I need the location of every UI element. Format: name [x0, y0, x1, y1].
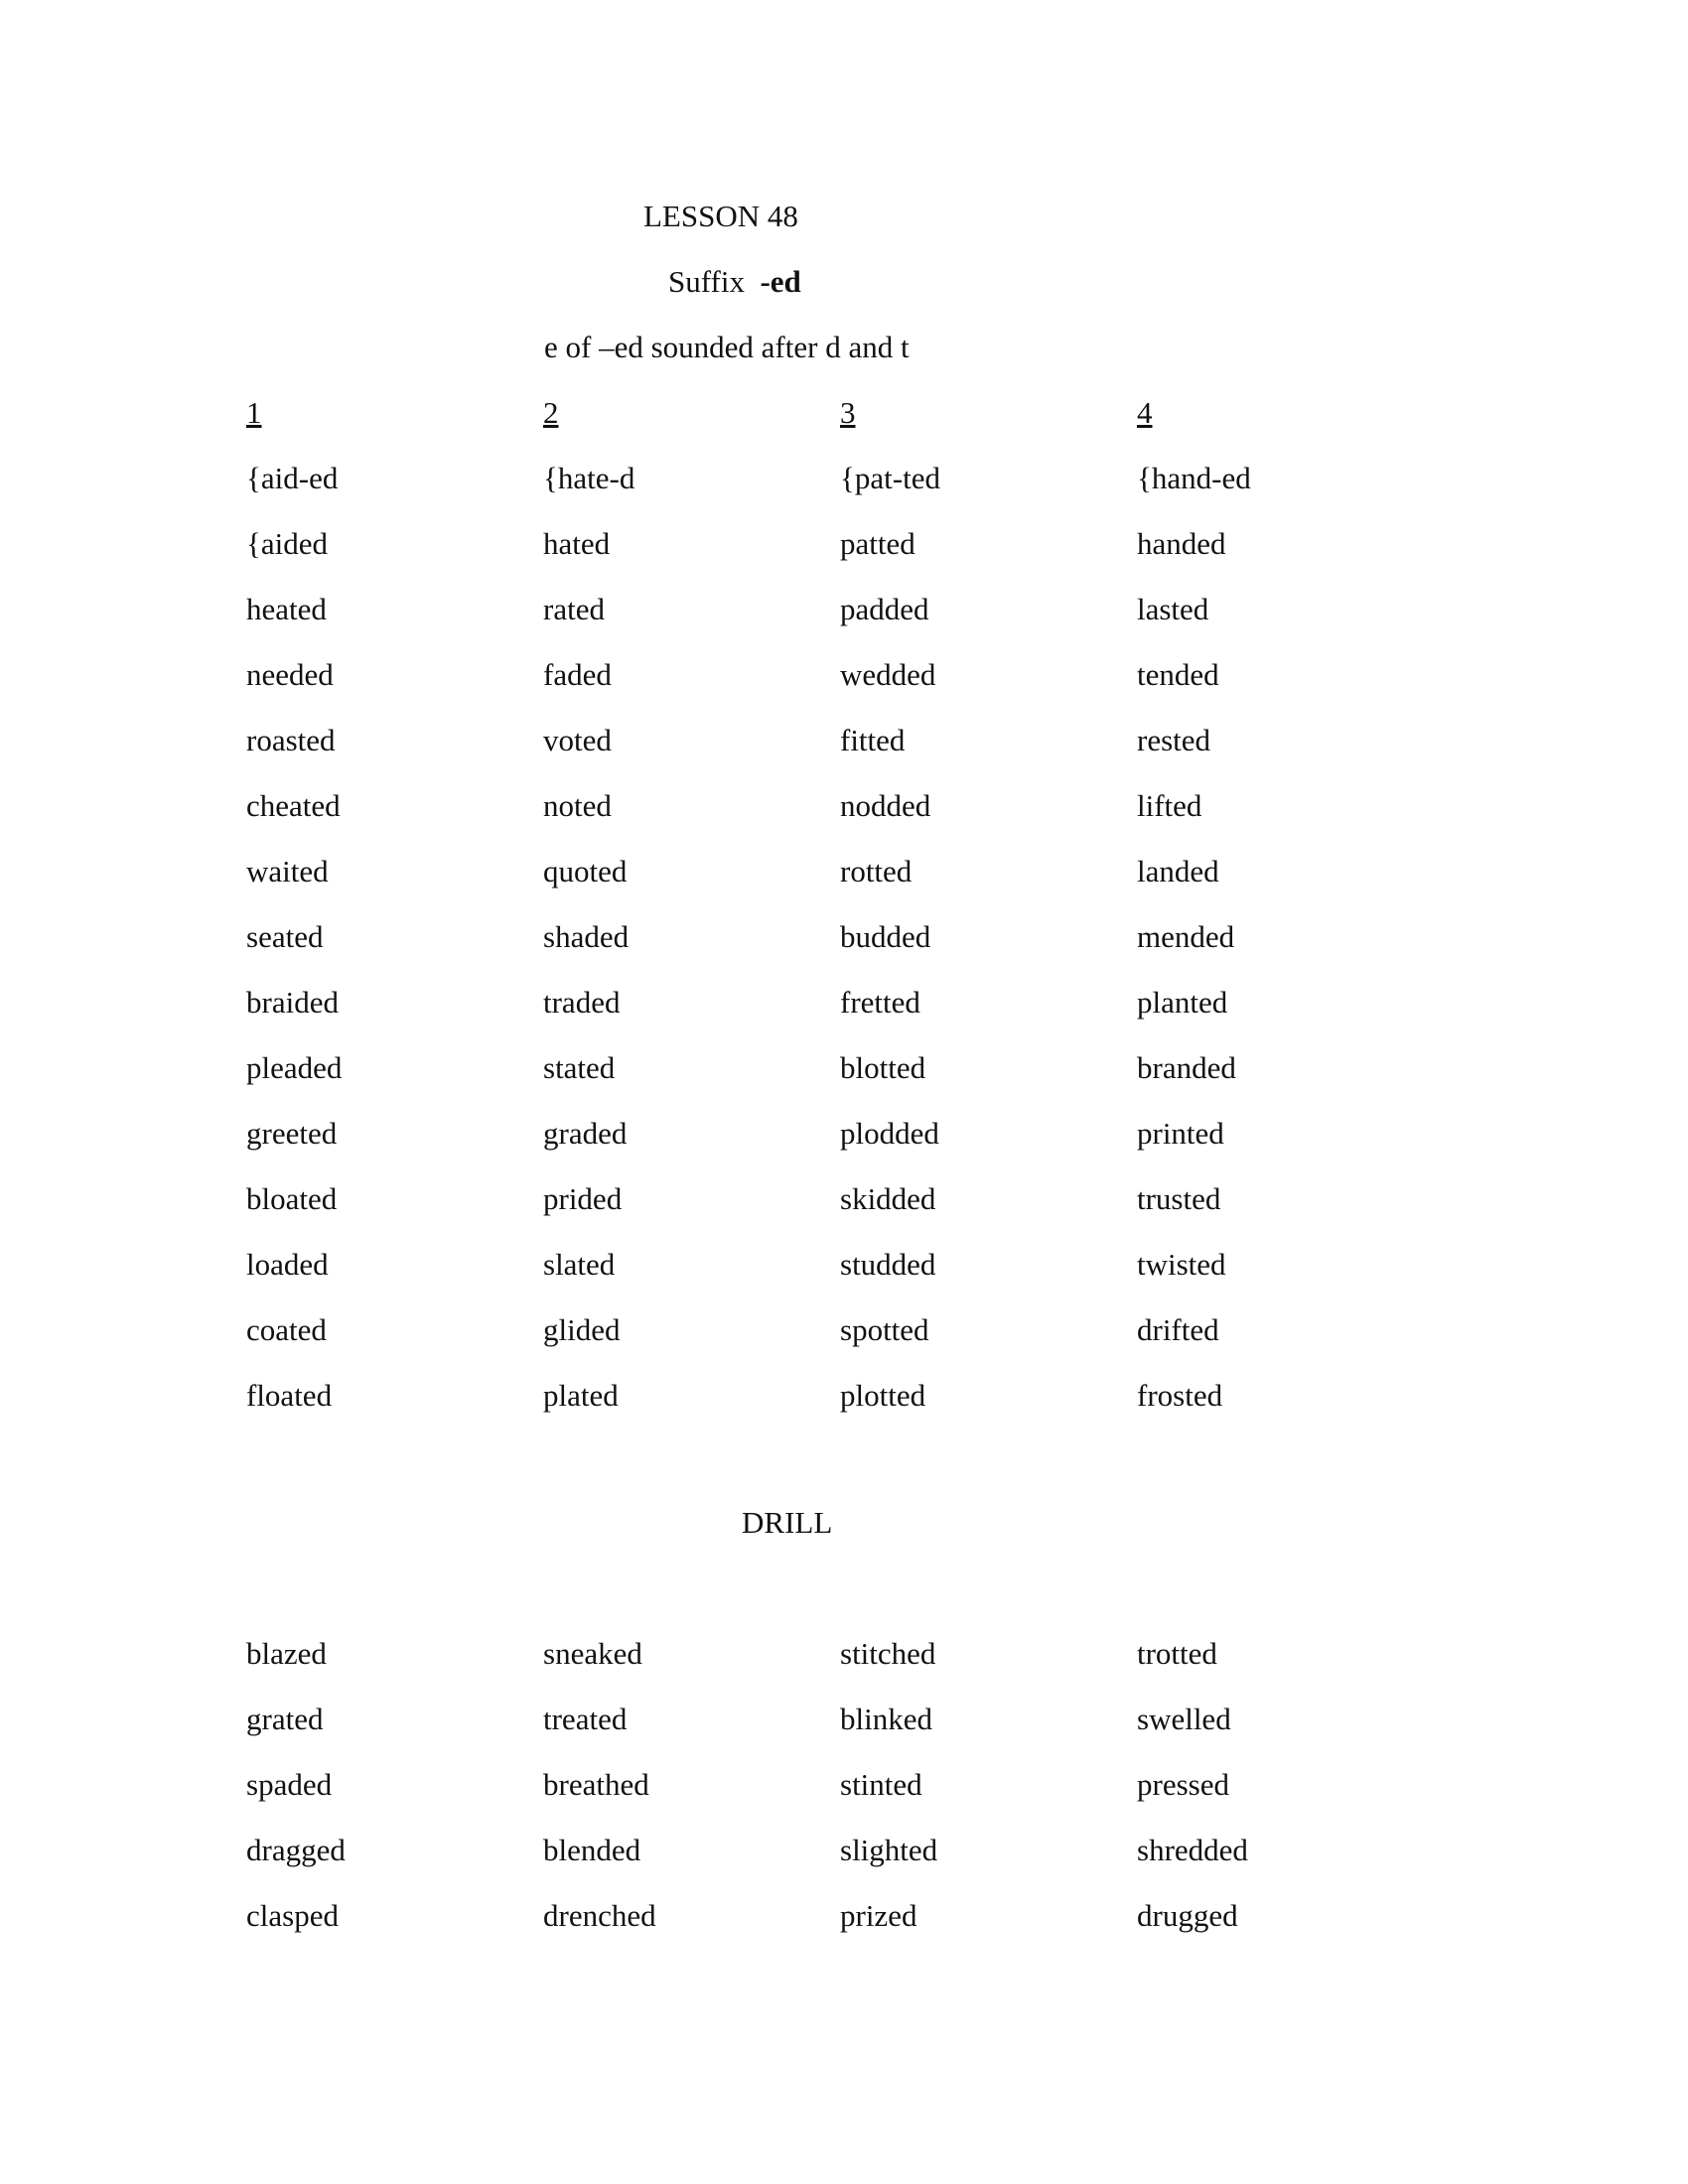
word-cell: blended: [543, 1833, 641, 1867]
word-cell: skidded: [840, 1181, 936, 1216]
word-cell: pressed: [1137, 1767, 1229, 1802]
word-cell: voted: [543, 723, 612, 757]
word-cell: plated: [543, 1378, 619, 1413]
word-cell: studded: [840, 1247, 936, 1282]
word-cell: shredded: [1137, 1833, 1248, 1867]
word-cell: lasted: [1137, 592, 1209, 626]
subtitle-prefix: Suffix: [668, 264, 761, 299]
word-cell: frosted: [1137, 1378, 1223, 1413]
word-row: [246, 1896, 1458, 1962]
word-cell: coated: [246, 1312, 327, 1347]
word-cell: stated: [543, 1050, 616, 1085]
word-cell: blotted: [840, 1050, 926, 1085]
word-row: [246, 1310, 1458, 1376]
lesson-subtitle: [668, 262, 801, 302]
word-cell: mended: [1137, 919, 1235, 954]
word-cell: heated: [246, 592, 327, 626]
word-row: [246, 1634, 1458, 1700]
word-cell: shaded: [543, 919, 630, 954]
word-cell: trusted: [1137, 1181, 1221, 1216]
word-cell: greeted: [246, 1116, 338, 1151]
word-cell: stinted: [840, 1767, 922, 1802]
word-cell: {aid-ed: [246, 461, 339, 495]
word-cell: drenched: [543, 1898, 656, 1933]
word-row: [246, 917, 1458, 983]
word-list-drill: [246, 1634, 1458, 1962]
drill-rows: [246, 1634, 1458, 1962]
word-row: [246, 1048, 1458, 1114]
word-row: [246, 1765, 1458, 1831]
word-cell: loaded: [246, 1247, 329, 1282]
main-rows: [246, 459, 1458, 1441]
lesson-title: LESSON 48: [643, 199, 798, 233]
word-cell: wedded: [840, 657, 936, 692]
word-cell: prized: [840, 1898, 917, 1933]
word-cell: floated: [246, 1378, 333, 1413]
word-cell: graded: [543, 1116, 628, 1151]
word-list-main: [246, 393, 1458, 1441]
word-cell: blinked: [840, 1702, 932, 1736]
word-row: [246, 1831, 1458, 1896]
column-header-4: 4: [1137, 395, 1153, 430]
word-cell: handed: [1137, 526, 1226, 561]
word-cell: clasped: [246, 1898, 339, 1933]
column-header-3: 3: [840, 395, 856, 430]
word-row: [246, 721, 1458, 786]
word-cell: spaded: [246, 1767, 333, 1802]
word-cell: bloated: [246, 1181, 338, 1216]
word-cell: slighted: [840, 1833, 938, 1867]
word-cell: stitched: [840, 1636, 936, 1671]
word-cell: seated: [246, 919, 324, 954]
word-cell: patted: [840, 526, 915, 561]
column-header-2: 2: [543, 395, 559, 430]
word-cell: waited: [246, 854, 329, 888]
word-cell: plodded: [840, 1116, 939, 1151]
word-cell: needed: [246, 657, 334, 692]
word-cell: roasted: [246, 723, 336, 757]
word-cell: grated: [246, 1702, 324, 1736]
word-cell: drifted: [1137, 1312, 1219, 1347]
subtitle-suffix: -ed: [760, 264, 801, 299]
word-row: [246, 524, 1458, 590]
word-cell: quoted: [543, 854, 628, 888]
word-cell: {aided: [246, 526, 329, 561]
word-cell: {hate-d: [543, 461, 635, 495]
column-headers: [246, 393, 1458, 459]
word-cell: cheated: [246, 788, 341, 823]
column-header-1: 1: [246, 395, 262, 430]
word-cell: {pat-ted: [840, 461, 940, 495]
word-cell: padded: [840, 592, 929, 626]
drill-title: DRILL: [742, 1505, 833, 1540]
word-cell: blazed: [246, 1636, 327, 1671]
word-cell: breathed: [543, 1767, 649, 1802]
word-cell: drugged: [1137, 1898, 1238, 1933]
word-row: [246, 1245, 1458, 1310]
word-cell: budded: [840, 919, 931, 954]
word-cell: fretted: [840, 985, 920, 1020]
word-cell: printed: [1137, 1116, 1224, 1151]
word-cell: spotted: [840, 1312, 929, 1347]
word-cell: glided: [543, 1312, 621, 1347]
word-cell: rotted: [840, 854, 913, 888]
word-cell: {hand-ed: [1137, 461, 1251, 495]
word-cell: slated: [543, 1247, 616, 1282]
word-cell: swelled: [1137, 1702, 1231, 1736]
word-row: [246, 786, 1458, 852]
word-row: [246, 459, 1458, 524]
word-cell: planted: [1137, 985, 1228, 1020]
word-row: [246, 590, 1458, 655]
word-cell: branded: [1137, 1050, 1236, 1085]
word-row: [246, 852, 1458, 917]
word-cell: fitted: [840, 723, 906, 757]
word-cell: rested: [1137, 723, 1211, 757]
word-cell: traded: [543, 985, 621, 1020]
word-row: [246, 1179, 1458, 1245]
rule-note: e of –ed sounded after d and t: [544, 330, 910, 364]
word-cell: nodded: [840, 788, 931, 823]
word-row: [246, 1114, 1458, 1179]
word-cell: tended: [1137, 657, 1219, 692]
word-cell: sneaked: [543, 1636, 642, 1671]
word-row: [246, 983, 1458, 1048]
word-cell: faded: [543, 657, 612, 692]
word-cell: braided: [246, 985, 339, 1020]
word-cell: rated: [543, 592, 605, 626]
word-cell: noted: [543, 788, 612, 823]
word-cell: twisted: [1137, 1247, 1226, 1282]
word-row: [246, 1700, 1458, 1765]
word-cell: pleaded: [246, 1050, 343, 1085]
word-cell: lifted: [1137, 788, 1202, 823]
word-cell: landed: [1137, 854, 1219, 888]
word-row: [246, 655, 1458, 721]
word-row: [246, 1376, 1458, 1441]
word-cell: treated: [543, 1702, 628, 1736]
word-cell: plotted: [840, 1378, 926, 1413]
word-cell: dragged: [246, 1833, 346, 1867]
word-cell: trotted: [1137, 1636, 1217, 1671]
word-cell: prided: [543, 1181, 623, 1216]
word-cell: hated: [543, 526, 611, 561]
